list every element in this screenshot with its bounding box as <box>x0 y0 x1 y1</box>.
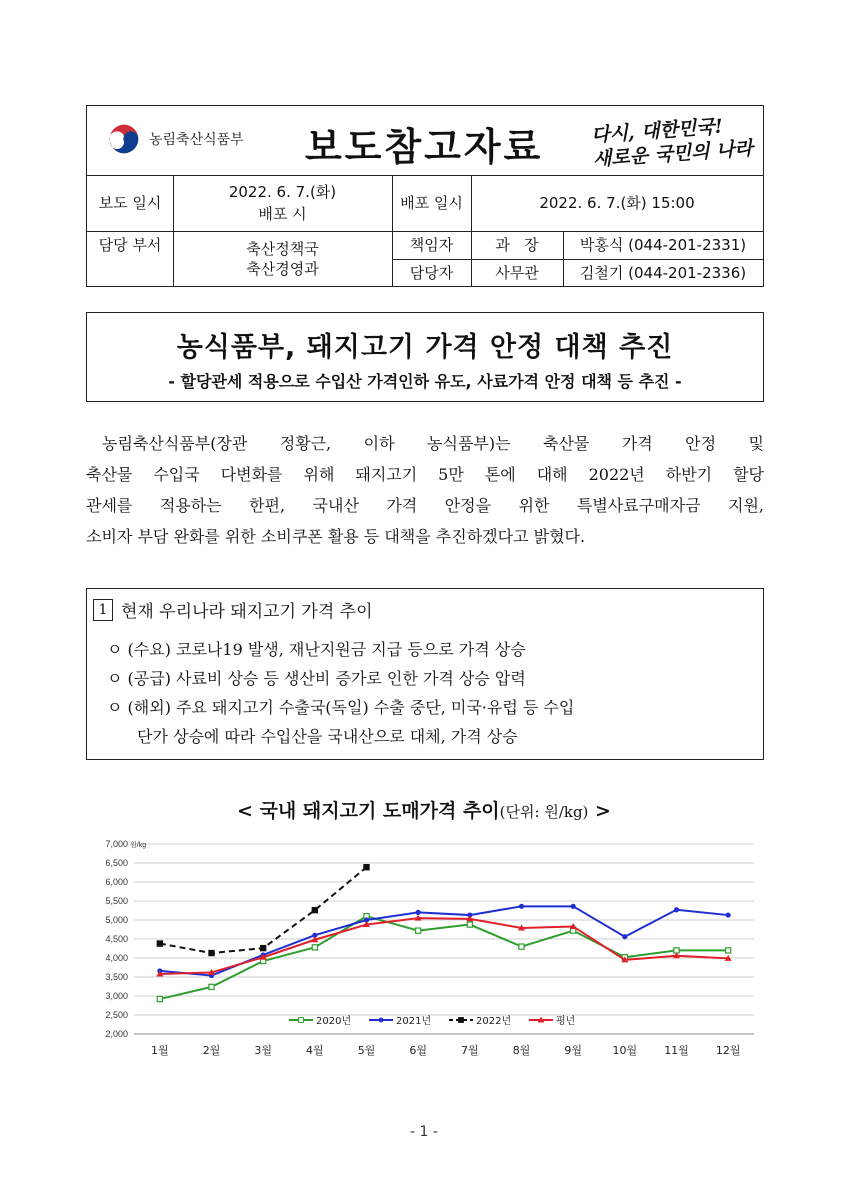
chart-title-unit: (단위: 원/kg) <box>499 803 589 821</box>
report-date-value2: 배포 시 <box>258 205 307 223</box>
x-tick-label: 1월 <box>151 1044 169 1057</box>
chief-title: 과 장 <box>495 236 539 254</box>
section-box <box>86 588 764 760</box>
data-point <box>312 945 317 950</box>
doc-type-title: 보도참고자료 <box>305 125 544 169</box>
y-tick-label: 4,000 <box>105 953 128 963</box>
report-date-label: 보도 일시 <box>98 194 162 212</box>
y-tick-label: 4,500 <box>105 934 128 944</box>
bullet-overseas-cont: 단가 상승에 따라 수입산을 국내산으로 대체, 가격 상승 <box>137 727 518 746</box>
header-table <box>86 105 764 287</box>
staff-title: 사무관 <box>495 264 539 282</box>
intro-paragraph <box>86 428 764 552</box>
legend-label: 2022년 <box>476 1016 512 1027</box>
y-tick-label: 2,500 <box>105 1010 128 1020</box>
chart-title <box>0 796 848 823</box>
data-point <box>519 904 524 909</box>
data-point <box>571 904 576 909</box>
x-tick-label: 7월 <box>461 1044 479 1057</box>
intro-line2: 축산물 수입국 다변화를 위해 돼지고기 5만 톤에 대해 2022년 하반기 할당 <box>86 465 764 484</box>
intro-line3: 관세를 적용하는 한편, 국내산 가격 안정을 위한 특별사료구매자금 지원, <box>86 496 764 515</box>
data-point <box>467 922 472 927</box>
x-tick-label: 11월 <box>664 1044 689 1057</box>
report-date-value: 2022. 6. 7.(화) <box>228 183 337 201</box>
header-banner <box>87 106 763 176</box>
legend-marker <box>299 1018 304 1023</box>
data-point <box>622 934 627 939</box>
x-tick-label: 12월 <box>715 1044 741 1057</box>
legend-marker <box>379 1018 384 1023</box>
headline-box <box>86 312 764 402</box>
dist-date-label: 배포 일시 <box>400 194 463 212</box>
y-unit-label: 원/kg <box>130 842 147 849</box>
taegeuk-logo-icon <box>107 122 141 156</box>
series-line <box>160 906 728 975</box>
bullet-overseas: ㅇ (해외) 주요 돼지고기 수출국(독일) 수출 중단, 미국·유럽 등 수입 <box>107 698 575 717</box>
y-tick-label: 3,000 <box>105 991 128 1001</box>
data-point <box>726 948 731 953</box>
x-tick-label: 6월 <box>409 1044 427 1057</box>
x-tick-label: 5월 <box>357 1044 376 1057</box>
ministry-name: 농림축산식품부 <box>149 132 244 148</box>
report-date-cell <box>173 175 392 231</box>
y-tick-label: 5,000 <box>105 915 128 925</box>
dept-value2: 축산경영과 <box>246 260 319 278</box>
data-point <box>416 928 421 933</box>
legend-marker <box>459 1018 464 1023</box>
x-tick-label: 8월 <box>512 1044 531 1057</box>
data-point <box>157 996 162 1001</box>
legend-label: 2021년 <box>396 1016 432 1027</box>
data-point <box>312 908 317 913</box>
section-bullets <box>107 635 757 751</box>
section-heading-text: 현재 우리나라 돼지고기 가격 추이 <box>121 602 373 622</box>
data-point <box>519 944 524 949</box>
y-tick-label: 6,500 <box>105 858 128 868</box>
data-point <box>261 946 266 951</box>
x-tick-label: 9월 <box>564 1044 582 1057</box>
chief-label: 책임자 <box>409 236 454 254</box>
bullet-demand: ㅇ (수요) 코로나19 발생, 재난지원금 지급 등으로 가격 상승 <box>107 640 526 659</box>
intro-line4: 소비자 부담 완화를 위한 소비쿠폰 활용 등 대책을 추진하겠다고 밝혔다. <box>86 527 586 546</box>
data-point <box>416 910 421 915</box>
data-point <box>726 912 731 917</box>
dist-date-value: 2022. 6. 7.(화) 15:00 <box>539 194 695 212</box>
staff-contact: 김철기 (044-201-2336) <box>579 264 747 282</box>
legend-label: 2020년 <box>316 1016 352 1027</box>
sub-title: - 할당관세 적용으로 수입산 가격인하 유도, 사료가격 안정 대책 등 추진 - <box>168 372 682 391</box>
data-point <box>209 950 214 955</box>
x-tick-label: 3월 <box>254 1044 272 1057</box>
section-number: 1 <box>93 599 113 621</box>
data-point <box>674 948 679 953</box>
data-point <box>157 941 162 946</box>
data-point <box>674 907 679 912</box>
dept-value1: 축산정책국 <box>246 240 319 258</box>
slogan-line1: 다시, 대한민국! <box>590 115 724 147</box>
slogan-line2: 새로운 국민의 나라 <box>592 137 754 171</box>
data-point <box>364 865 369 870</box>
y-tick-label: 5,500 <box>105 896 128 906</box>
y-tick-label: 2,000 <box>105 1029 128 1039</box>
dept-label: 담당 부서 <box>98 236 162 254</box>
legend-label: 평년 <box>556 1016 576 1027</box>
x-tick-label: 2월 <box>202 1044 221 1057</box>
section-heading <box>93 597 373 622</box>
data-point <box>209 984 214 989</box>
price-chart <box>84 832 764 1062</box>
chief-contact: 박홍식 (044-201-2331) <box>579 236 747 254</box>
dept-cell <box>173 231 392 287</box>
chart-title-main: < 국내 돼지고기 도매가격 추이 <box>237 800 500 822</box>
intro-line1: 농림축산식품부(장관 정황근, 이하 농식품부)는 축산물 가격 안정 및 <box>102 434 764 453</box>
ministry-logo <box>107 122 244 156</box>
y-tick-label: 7,000 <box>105 839 128 849</box>
x-tick-label: 10월 <box>612 1044 638 1057</box>
bullet-supply: ㅇ (공급) 사료비 상승 등 생산비 증가로 인한 가격 상승 압력 <box>107 669 526 688</box>
x-tick-label: 4월 <box>306 1044 324 1057</box>
y-tick-label: 6,000 <box>105 877 128 887</box>
slogan <box>591 112 754 171</box>
staff-label: 담당자 <box>409 264 454 282</box>
page-number: - 1 - <box>410 1124 438 1140</box>
series-line <box>160 867 367 953</box>
chart-title-close: > <box>588 800 611 822</box>
main-title: 농식품부, 돼지고기 가격 안정 대책 추진 <box>176 332 674 363</box>
y-tick-label: 3,500 <box>105 972 128 982</box>
